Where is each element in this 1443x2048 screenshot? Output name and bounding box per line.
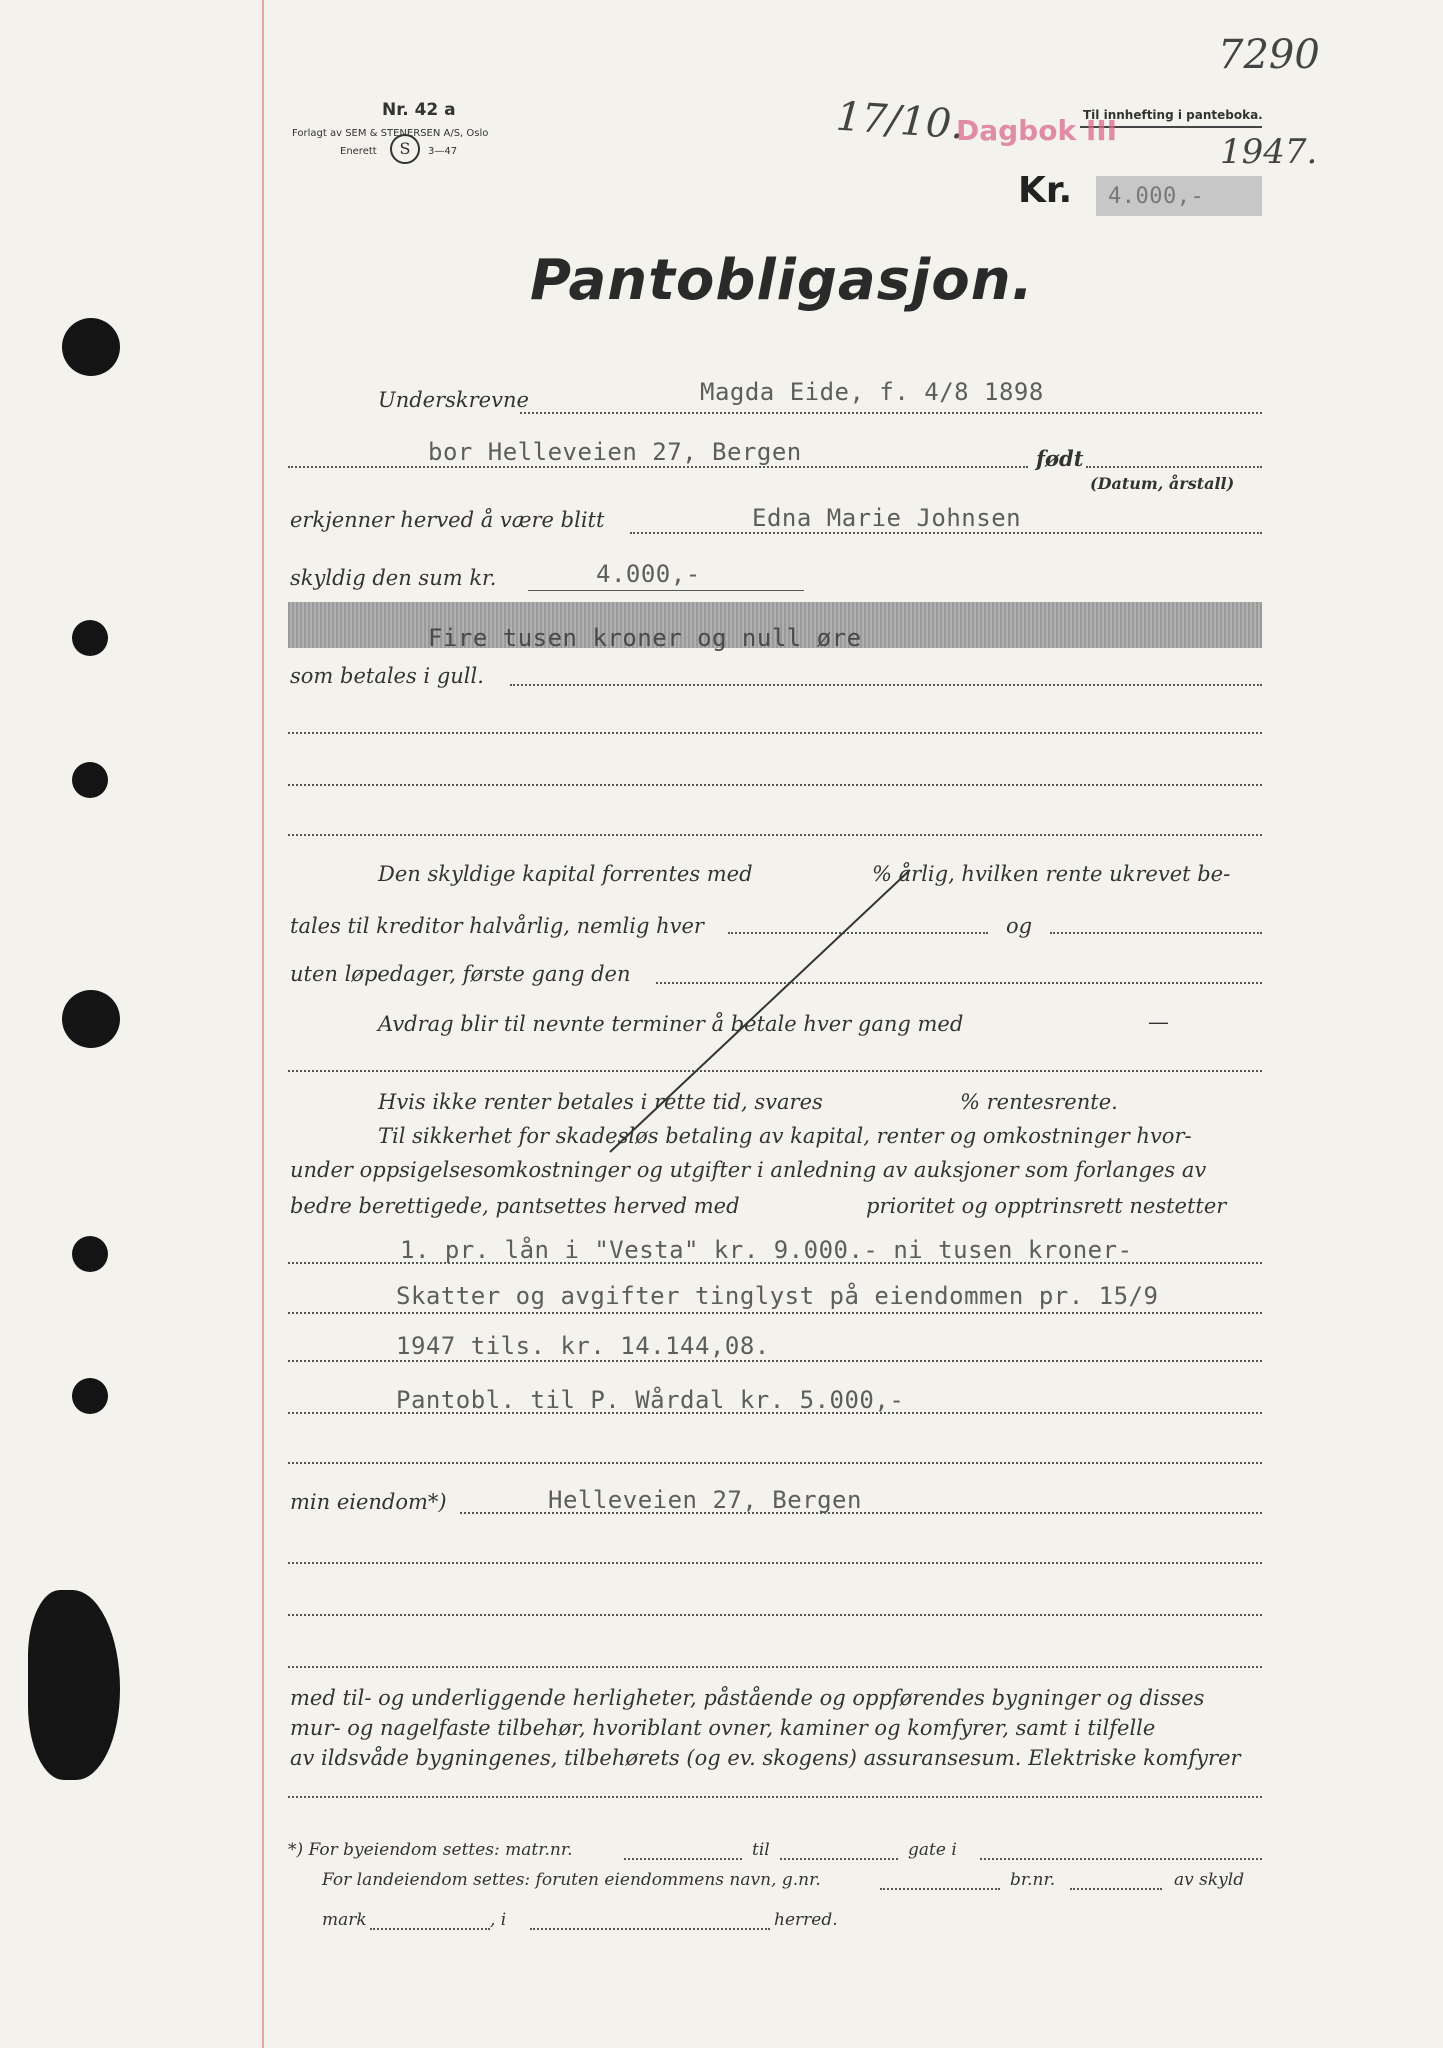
sikkerhet-line3b: prioritet og opptrinsrett nestetter bbox=[866, 1194, 1227, 1218]
fodt-label: født bbox=[1036, 446, 1084, 471]
avdrag-text: Avdrag blir til nevnte terminer å betale hver gang med bbox=[378, 1012, 964, 1036]
closing-line3: av ildsvåde bygningenes, tilbehørets (og ev. skogens) assuransesum. Elektriske komfyrer bbox=[290, 1746, 1241, 1770]
dotted-line bbox=[370, 1928, 490, 1930]
publisher-line: Forlagt av SEM & STENERSEN A/S, Oslo bbox=[292, 128, 489, 139]
rente-line2b: og bbox=[1006, 914, 1033, 938]
publisher-enerett: Enerett bbox=[340, 146, 377, 157]
dotted-line bbox=[1050, 932, 1262, 934]
register-note: Til innhefting i panteboka. bbox=[1083, 108, 1263, 122]
dotted-line bbox=[624, 1858, 742, 1860]
sikkerhet-line1: Til sikkerhet for skadesløs betaling av kapital, renter og omkostninger hvor- bbox=[378, 1124, 1192, 1148]
priority-item: 1947 tils. kr. 14.144,08. bbox=[396, 1332, 770, 1360]
dotted-line bbox=[520, 412, 1262, 414]
priority-item: Skatter og avgifter tinglyst på eiendommen pr. 15/9 bbox=[396, 1282, 1159, 1310]
dotted-line bbox=[288, 1462, 1262, 1464]
dotted-line bbox=[880, 1888, 1000, 1890]
footnote-line2a: For landeiendom settes: foruten eiendommens navn, g.nr. bbox=[322, 1870, 821, 1890]
closing-line1: med til- og underliggende herligheter, påstående og oppførendes bygninger og disses bbox=[290, 1686, 1205, 1710]
dotted-line bbox=[288, 466, 1028, 468]
strike-line bbox=[600, 860, 920, 1160]
hvis-rentesrente: % rentesrente. bbox=[960, 1090, 1118, 1114]
punch-hole bbox=[72, 1378, 108, 1414]
datum-label: (Datum, årstall) bbox=[1090, 474, 1235, 493]
avdrag-value: — bbox=[1148, 1010, 1169, 1034]
footnote-line3c: herred. bbox=[774, 1910, 838, 1930]
footnote-line1b: til bbox=[752, 1840, 770, 1860]
dotted-line bbox=[288, 1666, 1262, 1668]
dotted-line bbox=[288, 784, 1262, 786]
sum-value: 4.000,- bbox=[596, 560, 701, 588]
page-title: Pantobligasjon. bbox=[530, 248, 1034, 313]
footnote-line1a: *) For byeiendom settes: matr.nr. bbox=[288, 1840, 573, 1860]
dotted-line bbox=[1086, 466, 1262, 468]
stamp-year: 1947. bbox=[1220, 132, 1318, 172]
sum-words: Fire tusen kroner og null øre bbox=[428, 624, 862, 652]
kr-value: 4.000,- bbox=[1108, 184, 1205, 209]
priority-item: Pantobl. til P. Wårdal kr. 5.000,- bbox=[396, 1386, 905, 1414]
handwritten-number: 7290 bbox=[1218, 32, 1320, 78]
erkjenner-label: erkjenner herved å være blitt bbox=[290, 508, 605, 532]
margin-line bbox=[262, 0, 264, 2048]
closing-line2: mur- og nagelfaste tilbehør, hvoriblant ovner, kaminer og komfyrer, samt i tilfelle bbox=[290, 1716, 1156, 1740]
torn-edge bbox=[28, 1590, 120, 1780]
dotted-line bbox=[288, 1614, 1262, 1616]
dagbok-stamp: Dagbok III bbox=[956, 114, 1118, 147]
dotted-line bbox=[510, 684, 1262, 686]
handwritten-date: 17/10. bbox=[834, 93, 966, 149]
dotted-line bbox=[980, 1858, 1262, 1860]
dotted-line bbox=[288, 732, 1262, 734]
rente-line1b: % årlig, hvilken rente ukrevet be- bbox=[872, 862, 1231, 886]
dotted-line bbox=[528, 590, 804, 591]
dotted-line bbox=[630, 532, 1262, 534]
dotted-line bbox=[288, 834, 1262, 836]
sikkerhet-line3a: bedre berettigede, pantsettes herved med bbox=[290, 1194, 740, 1218]
eiendom-label: min eiendom*) bbox=[290, 1490, 447, 1514]
punch-hole bbox=[72, 620, 108, 656]
footnote-line3a: mark bbox=[322, 1910, 367, 1930]
publisher-logo: S bbox=[390, 134, 420, 164]
dotted-line bbox=[1070, 1888, 1162, 1890]
eiendom-value: Helleveien 27, Bergen bbox=[548, 1486, 862, 1514]
punch-hole bbox=[72, 762, 108, 798]
rente-line1a: Den skyldige kapital forrentes med bbox=[378, 862, 753, 886]
form-number: Nr. 42 a bbox=[382, 100, 456, 120]
underskrevne-label: Underskrevne bbox=[378, 388, 529, 412]
underskrevne-value: Magda Eide, f. 4/8 1898 bbox=[700, 378, 1044, 406]
punch-hole bbox=[62, 318, 120, 376]
dotted-line bbox=[530, 1928, 770, 1930]
dotted-line bbox=[288, 1360, 1262, 1362]
footnote-line1c: gate i bbox=[908, 1840, 957, 1860]
dotted-line bbox=[780, 1858, 898, 1860]
priority-item: 1. pr. lån i "Vesta" kr. 9.000.- ni tusen kroner- bbox=[400, 1236, 1133, 1264]
kr-label: Kr. bbox=[1018, 170, 1073, 211]
creditor-value: Edna Marie Johnsen bbox=[752, 504, 1022, 532]
rente-line3: uten løpedager, første gang den bbox=[290, 962, 631, 986]
rente-line2a: tales til kreditor halvårlig, nemlig hver bbox=[290, 914, 704, 938]
footnote-line2b: br.nr. bbox=[1010, 1870, 1056, 1890]
address-value: bor Helleveien 27, Bergen bbox=[428, 438, 802, 466]
publisher-year: 3—47 bbox=[428, 146, 458, 157]
footnote-line2c: av skyld bbox=[1174, 1870, 1245, 1890]
punch-hole bbox=[62, 990, 120, 1048]
punch-hole bbox=[72, 1236, 108, 1272]
dotted-line bbox=[288, 1796, 1262, 1798]
skyldig-label: skyldig den sum kr. bbox=[290, 566, 497, 590]
dotted-line bbox=[288, 1312, 1262, 1314]
sikkerhet-line2: under oppsigelsesomkostninger og utgifter i anledning av auksjoner som forlanges av bbox=[290, 1158, 1207, 1182]
dotted-line bbox=[288, 1562, 1262, 1564]
hvis-text: Hvis ikke renter betales i rette tid, svares bbox=[378, 1090, 823, 1114]
footnote-line3b: , i bbox=[490, 1910, 507, 1930]
gull-label: som betales i gull. bbox=[290, 664, 484, 688]
